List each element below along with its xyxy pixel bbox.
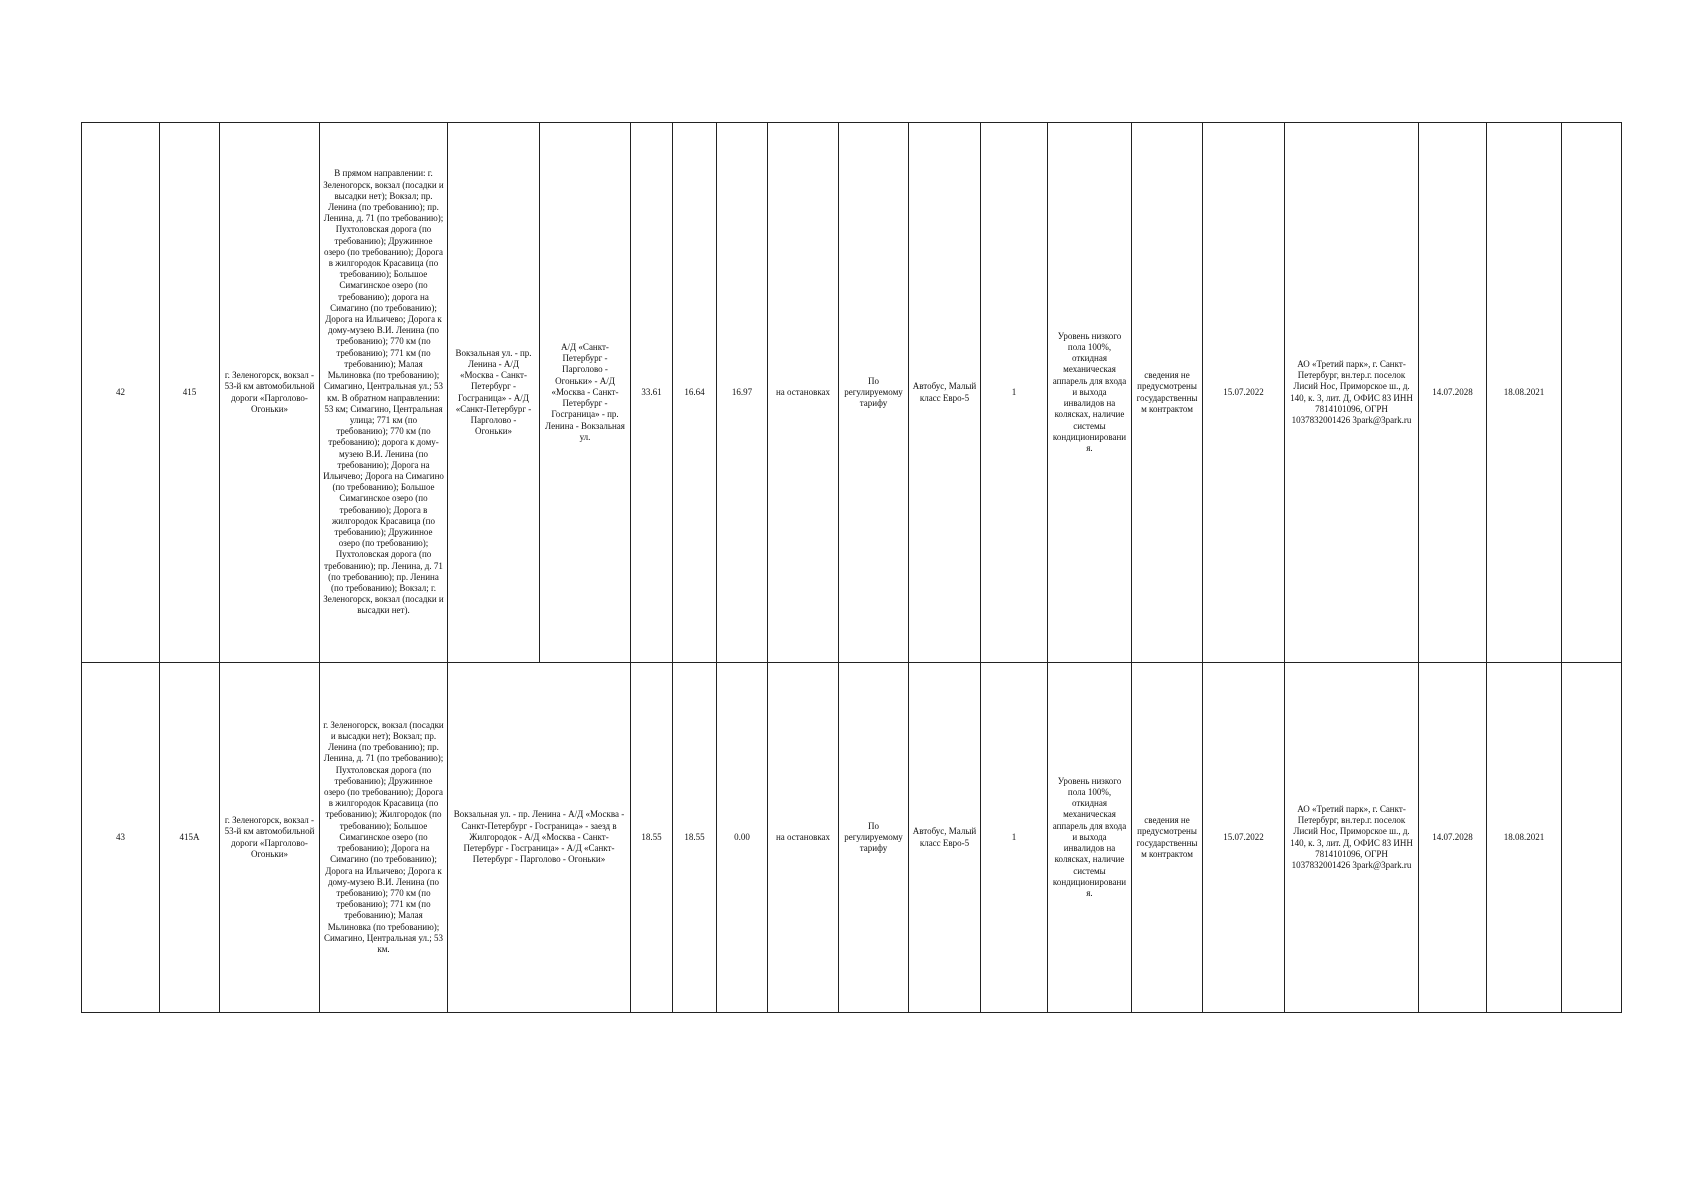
- start-date-cell: 15.07.2022: [1203, 663, 1285, 1013]
- registration-date-cell: 18.08.2021: [1487, 123, 1562, 663]
- route-length-total-cell: 18.55: [631, 663, 673, 1013]
- table-row: [82, 663, 1622, 1013]
- vehicle-cell: Автобус, Малый класс Евро-5: [909, 663, 981, 1013]
- vehicle-features-cell: Уровень низкого пола 100%, откидная механическая аппарель для входа и выхода инвалидов на колясках, наличие системы кондиционирования.: [1048, 663, 1132, 1013]
- tariff-cell: По регулируемому тарифу: [839, 663, 909, 1013]
- route-registry-table: [81, 122, 1622, 1013]
- route-length-back-cell: 0.00: [717, 663, 768, 1013]
- vehicle-features-cell: Уровень низкого пола 100%, откидная механическая аппарель для входа и выхода инвалидов на колясках, наличие системы кондиционирования.: [1048, 123, 1132, 663]
- vehicle-count-cell: 1: [981, 663, 1048, 1013]
- contract-cell: сведения не предусмотрены государственным контрактом: [1132, 663, 1203, 1013]
- route-streets-cell: Вокзальная ул. - пр. Ленина - А/Д «Москва - Санкт-Петербург - Госграница» - заезд в Жилгородок - А/Д «Москва - Санкт-Петербург - Госграница» - А/Д «Санкт-Петербург - Парголово - Огоньки»: [448, 663, 631, 1013]
- route-number-cell: 42: [82, 123, 160, 663]
- vehicle-cell: Автобус, Малый класс Евро-5: [909, 123, 981, 663]
- carrier-cell: АО «Третий парк», г. Санкт-Петербург, вн.тер.г. поселок Лисий Нос, Приморское ш., д. 140, к. 3, лит. Д, ОФИС 83 ИНН 7814101096, ОГРН 1037832001426 3park@3park.ru: [1285, 663, 1419, 1013]
- route-length-forward-cell: 16.64: [673, 123, 717, 663]
- stop-order-cell: на остановках: [768, 123, 839, 663]
- extra-cell: [1562, 663, 1622, 1013]
- table-row: [82, 123, 1622, 663]
- carrier-cell: АО «Третий парк», г. Санкт-Петербург, вн.тер.г. поселок Лисий Нос, Приморское ш., д. 140, к. 3, лит. Д, ОФИС 83 ИНН 7814101096, ОГРН 1037832001426 3park@3park.ru: [1285, 123, 1419, 663]
- route-streets-forward-cell: Вокзальная ул. - пр. Ленина - А/Д «Москва - Санкт-Петербург - Госграница» - А/Д «Санкт-Петербург - Парголово - Огоньки»: [448, 123, 540, 663]
- contract-cell: сведения не предусмотрены государственным контрактом: [1132, 123, 1203, 663]
- stop-order-cell: на остановках: [768, 663, 839, 1013]
- extra-cell: [1562, 123, 1622, 663]
- route-length-forward-cell: 18.55: [673, 663, 717, 1013]
- start-date-cell: 15.07.2022: [1203, 123, 1285, 663]
- route-name-cell: г. Зеленогорск, вокзал - 53-й км автомобильной дороги «Парголово-Огоньки»: [220, 663, 320, 1013]
- end-date-cell: 14.07.2028: [1419, 123, 1487, 663]
- tariff-cell: По регулируемому тарифу: [839, 123, 909, 663]
- route-length-total-cell: 33.61: [631, 123, 673, 663]
- route-length-back-cell: 16.97: [717, 123, 768, 663]
- route-number-cell: 43: [82, 663, 160, 1013]
- route-code-cell: 415А: [160, 663, 220, 1013]
- route-streets-back-cell: А/Д «Санкт-Петербург - Парголово - Огоньки» - А/Д «Москва - Санкт-Петербург - Госграница» - пр. Ленина - Вокзальная ул.: [540, 123, 631, 663]
- route-stops-cell: г. Зеленогорск, вокзал (посадки и высадки нет); Вокзал; пр. Ленина (по требованию); пр. Ленина, д. 71 (по требованию); Пухтоловская дорога (по требованию); Дружинное озеро (по требованию); Дорога в жилгородок Красавица (по требованию); Жилгородок (по требованию); Большое Симагинское озеро (по требованию); Дорога на Симагино (по требованию); Дорога на Ильичево; Дорога к дому-музею В.И. Ленина (по требованию); 770 км (по требованию); 771 км (по требованию); Малая Мьлиновка (по требованию); Симагино, Центральная ул.; 53 км.: [320, 663, 448, 1013]
- registration-date-cell: 18.08.2021: [1487, 663, 1562, 1013]
- end-date-cell: 14.07.2028: [1419, 663, 1487, 1013]
- route-name-cell: г. Зеленогорск, вокзал - 53-й км автомобильной дороги «Парголово-Огоньки»: [220, 123, 320, 663]
- route-stops-cell: В прямом направлении: г. Зеленогорск, вокзал (посадки и высадки нет); Вокзал; пр. Ленина (по требованию); пр. Ленина, д. 71 (по требованию); Пухтоловская дорога (по требованию); Дружинное озеро (по требованию); Дорога в жилгородок Красавица (по требованию); Большое Симагинское озеро (по требованию); дорога на Симагино (по требованию); Дорога на Ильичево; Дорога к дому-музею В.И. Ленина (по требованию); 770 км (по требованию); 771 км (по требованию); Малая Мьлиновка (по требованию); Симагино, Центральная ул.; 53 км. В обратном направлении: 53 км; Симагино, Центральная улица; 771 км (по требованию); 770 км (по требованию); дорога к дому-музею В.И. Ленина (по требованию); Дорога на Ильичево; Дорога на Симагино (по требованию); Большое Симагинское озеро (по требованию); Дорога в жилгородок Красавица (по требованию); Дружинное озеро (по требованию); Пухтоловская дорога (по требованию); пр. Ленина, д. 71 (по требованию); пр. Ленина (по требованию); Вокзал; г. Зеленогорск, вокзал (посадки и высадки нет).: [320, 123, 448, 663]
- route-code-cell: 415: [160, 123, 220, 663]
- vehicle-count-cell: 1: [981, 123, 1048, 663]
